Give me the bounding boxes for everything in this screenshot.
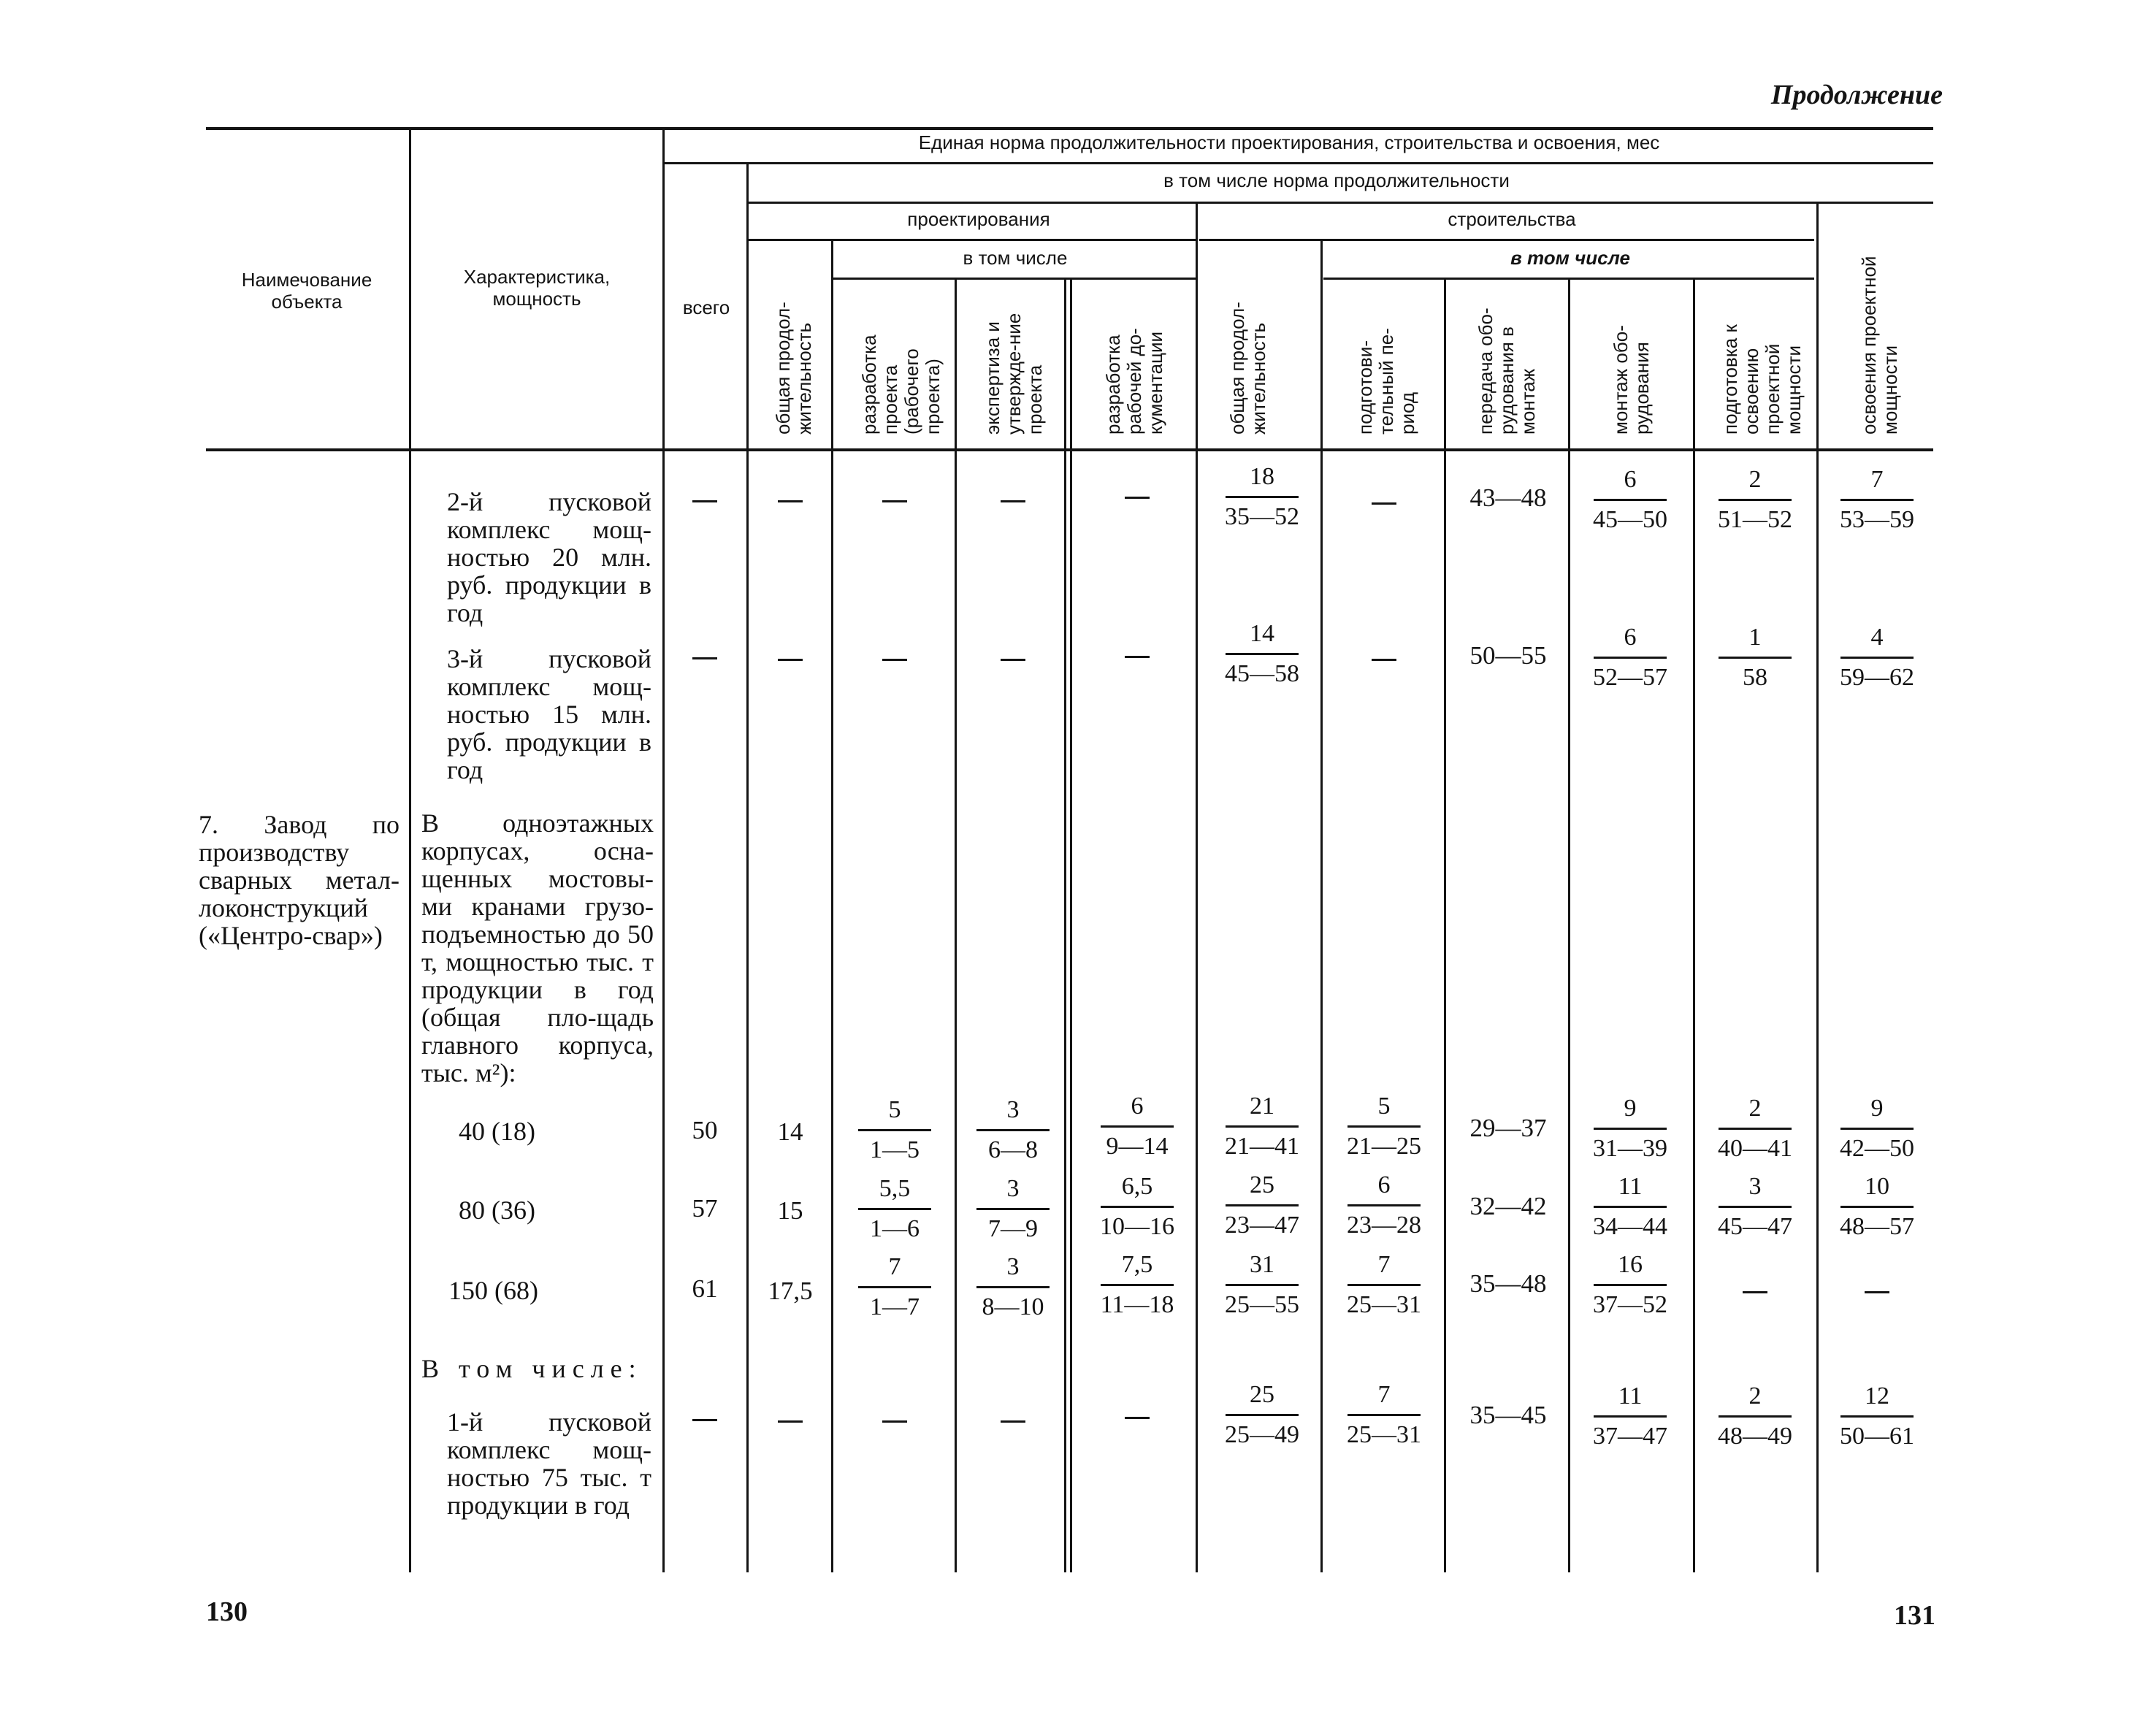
numerator: 12 [1865, 1382, 1889, 1410]
row-4-characteristic: 40 (18) [459, 1117, 535, 1146]
row-6-transfer: 35—48 [1469, 1269, 1547, 1298]
numerator: 7 [1377, 1251, 1391, 1278]
header-design: проектирования [907, 208, 1050, 230]
denominator: 23—28 [1347, 1212, 1421, 1239]
row-8-prep [1337, 1380, 1431, 1450]
denominator: 23—47 [1225, 1212, 1299, 1239]
row-6-working-docs [1090, 1250, 1185, 1320]
row-8-expertise [1001, 1420, 1025, 1423]
denominator: 45—47 [1718, 1213, 1792, 1240]
denominator: 21—25 [1347, 1133, 1421, 1160]
row-4-transfer: 29—37 [1469, 1114, 1547, 1142]
row-2-prep [1372, 659, 1396, 661]
row-8-design-dev [882, 1420, 907, 1423]
row-8-transfer: 35—45 [1469, 1401, 1547, 1429]
row-8-total [692, 1419, 717, 1421]
denominator: 7—9 [988, 1215, 1038, 1242]
numerator: 2 [1748, 1382, 1762, 1410]
col-rule-4 [831, 241, 833, 1572]
numerator: 7,5 [1121, 1251, 1153, 1278]
row-6-characteristic: 150 (68) [448, 1276, 538, 1305]
row-1-prep-capacity [1708, 465, 1803, 535]
denominator: 1—6 [870, 1215, 920, 1242]
col-rule-9 [1444, 280, 1446, 1572]
row-5-total: 57 [692, 1194, 718, 1223]
row-8-install [1583, 1382, 1678, 1451]
row-2-working-docs [1125, 656, 1150, 658]
denominator: 42—50 [1840, 1135, 1914, 1162]
denominator: 31—39 [1593, 1135, 1667, 1162]
denominator: 6—8 [988, 1136, 1038, 1163]
row-4-design-total: 14 [777, 1117, 803, 1146]
header-transfer: передача обо-рудования в монтаж [1475, 307, 1539, 435]
row-2-constr [1215, 619, 1310, 689]
row-6-design-dev [847, 1252, 942, 1322]
numerator: 1 [1748, 624, 1762, 651]
including-label: В том числе: [421, 1354, 643, 1383]
denominator: 52—57 [1593, 664, 1667, 691]
row-5-expertise [966, 1174, 1060, 1244]
denominator: 34—44 [1593, 1213, 1667, 1240]
row-1-mastering [1830, 465, 1924, 535]
col-rule-6b [1070, 278, 1072, 1572]
row-6-total: 61 [692, 1274, 718, 1303]
header-characteristic: Характеристика, мощность [463, 266, 611, 310]
row-4-expertise [966, 1095, 1060, 1165]
row-6-design-total: 17,5 [768, 1277, 813, 1305]
row-3-characteristic: В одноэтажных корпусах, осна-щенных мостовы-ми кранами грузо-подъемностью до 50 т, мощностью тыс. т продукции в год (общая пло-щадь главного корпуса, тыс. м²): [421, 808, 654, 1087]
col-rule-1 [409, 130, 411, 1572]
row-4-constr [1215, 1092, 1310, 1161]
denominator: 21—41 [1225, 1133, 1299, 1160]
row-1-transfer: 43—48 [1469, 483, 1547, 512]
denominator: 11—18 [1100, 1291, 1174, 1318]
row-4-mastering [1830, 1094, 1924, 1163]
numerator: 21 [1250, 1093, 1274, 1120]
denominator: 48—57 [1840, 1213, 1914, 1240]
row-4-total: 50 [692, 1116, 718, 1144]
row-5-constr [1215, 1171, 1310, 1240]
row-2-prep-capacity [1708, 623, 1803, 692]
row-1-working-docs [1125, 497, 1150, 499]
numerator: 3 [1006, 1253, 1020, 1280]
numerator: 7 [1870, 466, 1884, 493]
numerator: 5,5 [879, 1175, 911, 1202]
row-4-design-dev [847, 1095, 942, 1165]
numerator: 3 [1748, 1173, 1762, 1200]
col-rule-7 [1196, 202, 1198, 1572]
row-5-working-docs [1090, 1172, 1185, 1242]
header-install: монтаж обо-рудования [1610, 325, 1653, 435]
row-2-transfer: 50—55 [1469, 641, 1547, 670]
row-1-total [692, 500, 717, 502]
row-8-constr [1215, 1380, 1310, 1450]
denominator: 40—41 [1718, 1135, 1792, 1162]
rule-under-design [749, 239, 1196, 241]
row-2-total [692, 657, 717, 659]
denominator: 53—59 [1840, 506, 1914, 533]
denominator: 8—10 [982, 1293, 1044, 1320]
row-1-expertise [1001, 500, 1025, 502]
row-2-install [1583, 623, 1678, 692]
rule-under-unified [665, 162, 1933, 164]
denominator: 37—47 [1593, 1423, 1667, 1450]
denominator: 9—14 [1106, 1133, 1169, 1160]
continuation-label: Продолжение [1770, 80, 1943, 110]
header-including-norm: в том числе норма продолжительности [1163, 169, 1510, 191]
row-6-install [1583, 1250, 1678, 1320]
row-5-transfer: 32—42 [1469, 1192, 1547, 1220]
denominator: 59—62 [1840, 664, 1914, 691]
header-prep: подготови-тельный пе-риод [1354, 328, 1418, 435]
denominator: 25—31 [1347, 1291, 1421, 1318]
numerator: 14 [1250, 620, 1274, 647]
denominator: 25—49 [1225, 1421, 1299, 1448]
header-unified-norm: Единая норма продолжительности проектирования, строительства и освоения, мес [918, 131, 1660, 153]
numerator: 2 [1748, 466, 1762, 493]
numerator: 25 [1250, 1381, 1274, 1408]
row-1-characteristic: 2-й пусковой комплекс мощ-ностью 20 млн. руб. продукции в год [447, 487, 651, 627]
denominator: 10—16 [1100, 1213, 1174, 1240]
row-2-mastering [1830, 623, 1924, 692]
header-working-docs: разработка рабочей до-кументации [1102, 328, 1166, 435]
row-5-design-dev [847, 1174, 942, 1244]
row-1-prep [1372, 502, 1396, 505]
row-4-prep [1337, 1092, 1431, 1161]
rule-under-design-incl [833, 278, 1196, 280]
col-rule-8 [1320, 241, 1323, 1572]
header-total: всего [682, 297, 730, 318]
numerator: 11 [1618, 1382, 1643, 1410]
row-8-design-total [778, 1420, 803, 1423]
header-prep-capacity: подготовка к освоению проектной мощности [1719, 324, 1805, 435]
rule-under-including [749, 202, 1933, 204]
col-rule-2 [662, 130, 665, 1572]
row-5-install [1583, 1172, 1678, 1242]
numerator: 6,5 [1121, 1173, 1153, 1200]
denominator: 25—31 [1347, 1421, 1421, 1448]
numerator: 7 [1377, 1381, 1391, 1408]
numerator: 31 [1250, 1251, 1274, 1278]
row-2-design-dev [882, 659, 907, 661]
object-name: 7. Завод по производству сварных метал-локонструкций («Центро-свар») [199, 810, 400, 950]
row-4-install [1583, 1094, 1678, 1163]
header-constr-total: общая продол-жительность [1226, 302, 1269, 435]
row-8-characteristic: 1-й пусковой комплекс мощ-ностью 75 тыс. т продукции в год [447, 1407, 651, 1520]
row-5-prep-capacity [1708, 1172, 1803, 1242]
header-constr-including: в том числе [1510, 247, 1630, 269]
header-design-total: общая продол-жительность [772, 302, 815, 435]
row-5-mastering [1830, 1172, 1924, 1242]
row-6-mastering [1865, 1291, 1889, 1293]
numerator: 6 [1377, 1171, 1391, 1198]
numerator: 18 [1250, 463, 1274, 490]
numerator: 6 [1131, 1093, 1144, 1120]
row-1-design-total [778, 500, 803, 502]
numerator: 7 [888, 1253, 901, 1280]
numerator: 5 [1377, 1093, 1391, 1120]
row-5-prep [1337, 1171, 1431, 1240]
header-expertise: экспертиза и утвержде-ние проекта [982, 313, 1046, 435]
row-5-design-total: 15 [777, 1196, 803, 1225]
numerator: 10 [1865, 1173, 1889, 1200]
row-8-mastering [1830, 1382, 1924, 1451]
col-rule-12 [1816, 202, 1819, 1572]
row-1-constr [1215, 462, 1310, 532]
table-top-rule [206, 127, 1933, 130]
denominator: 37—52 [1593, 1291, 1667, 1318]
row-4-prep-capacity [1708, 1094, 1803, 1163]
denominator: 58 [1743, 664, 1767, 691]
col-rule-6a [1064, 278, 1066, 1572]
numerator: 9 [1870, 1095, 1884, 1122]
denominator: 51—52 [1718, 506, 1792, 533]
col-rule-11 [1693, 280, 1695, 1572]
numerator: 11 [1618, 1173, 1643, 1200]
row-2-expertise [1001, 659, 1025, 661]
denominator: 1—7 [870, 1293, 920, 1320]
header-name: Наимечование объекта [241, 269, 372, 313]
denominator: 45—50 [1593, 506, 1667, 533]
row-1-install [1583, 465, 1678, 535]
header-construction: строительства [1448, 208, 1576, 230]
numerator: 4 [1870, 624, 1884, 651]
col-rule-5 [955, 278, 957, 1572]
page-number-left: 130 [206, 1596, 248, 1627]
denominator: 50—61 [1840, 1423, 1914, 1450]
row-5-characteristic: 80 (36) [459, 1196, 535, 1225]
numerator: 16 [1618, 1251, 1643, 1278]
col-rule-3 [746, 162, 749, 1572]
denominator: 45—58 [1225, 660, 1299, 687]
row-8-prep-capacity [1708, 1382, 1803, 1451]
header-mastering: освоения проектной мощности [1858, 256, 1901, 435]
row-6-prep-capacity [1743, 1291, 1767, 1293]
row-6-expertise [966, 1252, 1060, 1322]
row-6-prep [1337, 1250, 1431, 1320]
denominator: 1—5 [870, 1136, 920, 1163]
numerator: 6 [1624, 624, 1637, 651]
numerator: 25 [1250, 1171, 1274, 1198]
row-2-characteristic: 3-й пусковой комплекс мощ-ностью 15 млн. руб. продукции в год [447, 644, 651, 784]
row-6-constr [1215, 1250, 1310, 1320]
numerator: 3 [1006, 1096, 1020, 1123]
row-2-design-total [778, 659, 803, 661]
numerator: 9 [1624, 1095, 1637, 1122]
row-8-working-docs [1125, 1417, 1150, 1419]
header-design-including: в том числе [963, 247, 1068, 269]
denominator: 35—52 [1225, 503, 1299, 530]
page-number-right: 131 [1894, 1600, 1935, 1631]
row-4-working-docs [1090, 1092, 1185, 1161]
col-rule-10 [1568, 280, 1570, 1572]
numerator: 6 [1624, 466, 1637, 493]
denominator: 25—55 [1225, 1291, 1299, 1318]
numerator: 5 [888, 1096, 901, 1123]
denominator: 48—49 [1718, 1423, 1792, 1450]
numerator: 2 [1748, 1095, 1762, 1122]
row-1-design-dev [882, 500, 907, 502]
header-design-dev: разработка проекта (рабочего проекта) [858, 334, 944, 435]
rule-under-constr [1199, 239, 1814, 241]
numerator: 3 [1006, 1175, 1020, 1202]
